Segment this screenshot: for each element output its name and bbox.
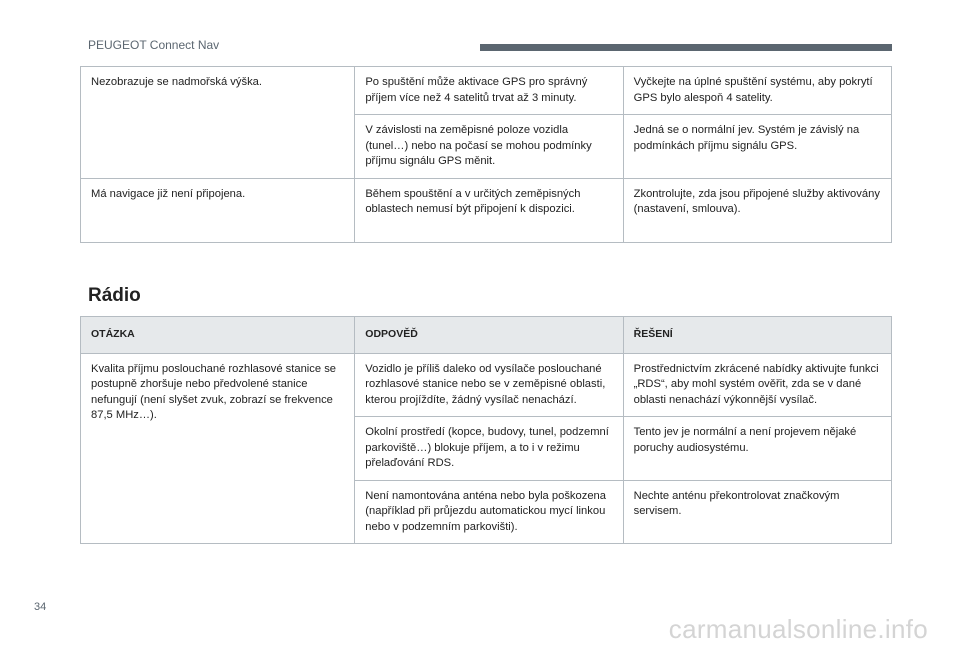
answer-cell: Vozidlo je příliš daleko od vysílače poslouchané rozhlasové stanice nebo se v zeměpisné oblasti, kterou projíždíte, žádný vysílač nenachází. <box>355 353 623 417</box>
solution-cell: Tento jev je normální a není projevem nějaké poruchy audiosystému. <box>623 417 891 481</box>
question-cell: Nezobrazuje se nadmořská výška. <box>81 67 355 179</box>
solution-cell: Zkontrolujte, zda jsou připojené služby aktivovány (nastavení, smlouva). <box>623 178 891 242</box>
gps-troubleshooting-table <box>80 66 892 243</box>
table-row <box>81 353 892 417</box>
solution-cell: Prostřednictvím zkrácené nabídky aktivujte funkci „RDS“, aby mohl systém ověřit, zda se v dané oblasti nenachází výkonnější vysílač. <box>623 353 891 417</box>
column-header-answer: ODPOVĚĎ <box>355 317 623 354</box>
table-header-row <box>81 317 892 354</box>
watermark: carmanualsonline.info <box>668 614 928 644</box>
page-number: 34 <box>34 601 47 613</box>
solution-cell: Jedná se o normální jev. Systém je závislý na podmínkách příjmu signálu GPS. <box>623 115 891 179</box>
solution-cell: Nechte anténu překontrolovat značkovým servisem. <box>623 480 891 544</box>
answer-cell: Okolní prostředí (kopce, budovy, tunel, podzemní parkoviště…) blokuje příjem, a to i v režimu přelaďování RDS. <box>355 417 623 481</box>
table-row <box>81 178 892 242</box>
answer-cell: Během spouštění a v určitých zeměpisných oblastech nemusí být připojení k dispozici. <box>355 178 623 242</box>
answer-cell: Není namontována anténa nebo byla poškozena (například při průjezdu automatickou mycí linkou nebo v podzemním parkovišti). <box>355 480 623 544</box>
solution-cell: Vyčkejte na úplné spuštění systému, aby pokrytí GPS bylo alespoň 4 satelity. <box>623 67 891 115</box>
column-header-solution: ŘEŠENÍ <box>623 317 891 354</box>
column-header-question: OTÁZKA <box>81 317 355 354</box>
question-cell: Má navigace již není připojena. <box>81 178 355 242</box>
answer-cell: Po spuštění může aktivace GPS pro správný příjem více než 4 satelitů trvat až 3 minuty. <box>355 67 623 115</box>
question-cell: Kvalita příjmu poslouchané rozhlasové stanice se postupně zhoršuje nebo předvolené stanice nefungují (není slyšet zvuk, zobrazí se frekvence 87,5 MHz…). <box>81 353 355 544</box>
document-header-title: PEUGEOT Connect Nav <box>88 38 220 52</box>
radio-troubleshooting-table <box>80 316 892 544</box>
header-bar <box>480 44 892 51</box>
table-row <box>81 67 892 115</box>
answer-cell: V závislosti na zeměpisné poloze vozidla (tunel…) nebo na počasí se mohou podmínky příjmu signálu GPS měnit. <box>355 115 623 179</box>
section-title: Rádio <box>88 285 141 306</box>
